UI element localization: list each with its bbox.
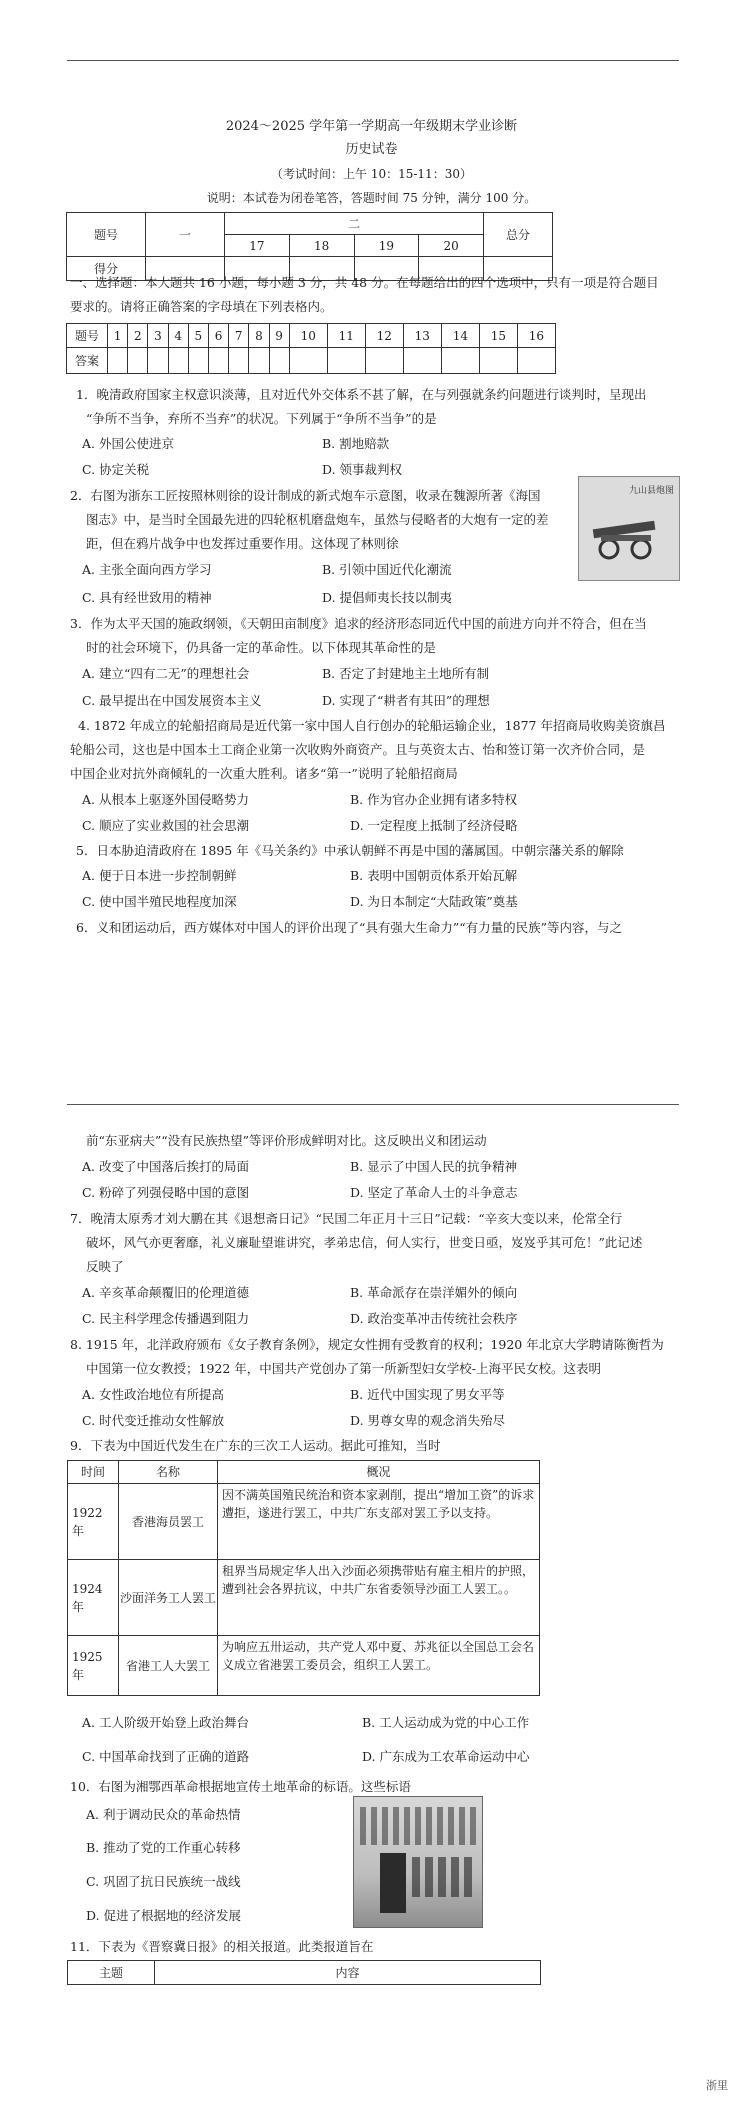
q5-option-c[interactable]: C. 使中国半殖民地程度加深	[82, 894, 237, 909]
answer-cell[interactable]	[289, 348, 327, 374]
answer-cell[interactable]	[269, 348, 289, 374]
answer-cell[interactable]	[229, 348, 249, 374]
answer-num: 8	[249, 324, 269, 348]
footer-watermark: 浙里	[706, 2079, 728, 2092]
answer-num: 3	[148, 324, 168, 348]
figure-caption: 九山县炮图	[628, 486, 674, 496]
q7-stem-line1: 7．晚清太原秀才刘大鹏在其《退想斋日记》“民国二年正月十三日”记载：“辛亥大变以来，伦常全行	[70, 1211, 623, 1226]
answer-cell[interactable]	[108, 348, 128, 374]
answer-num: 16	[517, 324, 555, 348]
q6-stem: 6．义和团运动后，西方媒体对中国人的评价出现了“具有强大生命力”“有力量的民族”等内容，与之	[76, 920, 623, 935]
q5-option-d[interactable]: D. 为日本制定“大陆政策”奠基	[350, 894, 518, 909]
photo-doorway	[380, 1853, 406, 1913]
q7-option-c[interactable]: C. 民主科学理念传播遇到阻力	[82, 1311, 250, 1326]
q9-option-c[interactable]: C. 中国革命找到了正确的道路	[82, 1749, 250, 1764]
q10-option-b[interactable]: B. 推动了党的工作重心转移	[86, 1840, 241, 1855]
q9-row-year: 1925 年	[68, 1636, 119, 1696]
answer-num: 2	[128, 324, 148, 348]
answer-cell[interactable]	[441, 348, 479, 374]
answer-cell[interactable]	[327, 348, 365, 374]
answer-num: 1	[108, 324, 128, 348]
q2-option-a[interactable]: A. 主张全面向西方学习	[82, 562, 212, 577]
q7-option-a[interactable]: A. 辛亥革命颠覆旧的伦理道德	[82, 1285, 249, 1300]
q1-option-c[interactable]: C. 协定关税	[82, 462, 150, 477]
q7-option-d[interactable]: D. 政治变革冲击传统社会秩序	[350, 1311, 518, 1326]
section1-intro-line2: 要求的。请将正确答案的字母填在下列表格内。	[70, 299, 333, 314]
q6-stem-cont: 前“东亚病夫”“没有民族热望”等评价形成鲜明对比。这反映出义和团运动	[86, 1133, 487, 1148]
q11-header-topic: 主题	[68, 1961, 155, 1985]
answer-label-ans: 答案	[67, 348, 108, 374]
answer-cell[interactable]	[208, 348, 228, 374]
q7-stem-line2: 破坏，风气亦更奢靡，礼义廉耻望谁讲究，孝弟忠信，何人实行，世变日亟，岌岌乎其可危！”此记述	[86, 1235, 643, 1250]
q11-stem: 11．下表为《晋察冀日报》的相关报道。此类报道旨在	[70, 1939, 374, 1954]
q4-option-d[interactable]: D. 一定程度上抵制了经济侵略	[350, 818, 518, 833]
q11-header-content: 内容	[155, 1961, 541, 1985]
q3-stem-line2: 时的社会环境下，仍具备一定的革命性。以下体现其革命性的是	[86, 640, 437, 655]
q11-table	[67, 1960, 541, 1985]
q1-stem-line2: “争所不当争，弃所不当弃”的状况。下列属于“争所不当争”的是	[86, 411, 437, 426]
score-table	[66, 212, 553, 281]
q7-stem-line3: 反映了	[86, 1259, 124, 1274]
q9-table	[67, 1460, 540, 1696]
q4-option-c[interactable]: C. 顺应了实业救国的社会思潮	[82, 818, 250, 833]
q10-option-c[interactable]: C. 巩固了抗日民族统一战线	[86, 1874, 241, 1889]
q2-option-d[interactable]: D. 提倡师夷长技以制夷	[322, 590, 453, 605]
answer-cell[interactable]	[148, 348, 168, 374]
section1-intro-line1: 一、选择题：本大题共 16 小题，每小题 3 分，共 48 分。在每题给出的四个选项中，只有一项是符合题目	[70, 275, 659, 290]
q9-stem: 9．下表为中国近代发生在广东的三次工人运动。据此可推知，当时	[70, 1438, 441, 1453]
answer-num: 5	[188, 324, 208, 348]
answer-num: 9	[269, 324, 289, 348]
q9-header-name: 名称	[119, 1461, 218, 1484]
q2-stem-line1: 2．右图为浙东工匠按照林则徐的设计制成的新式炮车示意图，收录在魏源所著《海国	[70, 488, 541, 503]
q8-option-c[interactable]: C. 时代变迁推动女性解放	[82, 1413, 225, 1428]
q5-option-a[interactable]: A. 便于日本进一步控制朝鲜	[82, 868, 237, 883]
answer-cell[interactable]	[403, 348, 441, 374]
q1-option-b[interactable]: B. 割地赔款	[322, 436, 390, 451]
exam-time: （考试时间：上午 10：15-11：30）	[271, 167, 472, 181]
answer-table	[66, 323, 556, 374]
answer-num: 13	[403, 324, 441, 348]
q3-stem-line1: 3．作为太平天国的施政纲领，《天朝田亩制度》追求的经济形态同近代中国的前进方向并不符合，但在当	[70, 616, 647, 631]
q7-option-b[interactable]: B. 革命派存在崇洋媚外的倾向	[350, 1285, 518, 1300]
q9-option-a[interactable]: A. 工人阶级开始登上政治舞台	[82, 1715, 249, 1730]
q3-option-b[interactable]: B. 否定了封建地主土地所有制	[322, 666, 490, 681]
cannon-icon	[579, 477, 679, 580]
q9-row-year: 1924 年	[68, 1560, 119, 1636]
q9-option-d[interactable]: D. 广东成为工农革命运动中心	[362, 1749, 530, 1764]
score-sub-19: 19	[354, 235, 419, 257]
answer-cell[interactable]	[249, 348, 269, 374]
answer-num: 4	[168, 324, 188, 348]
q8-stem-line2: 中国第一位女教授；1922 年，中国共产党创办了第一所新型妇女学校-上海平民女校。这表明	[86, 1361, 602, 1376]
exam-note: 说明：本试卷为闭卷笔答，答题时间 75 分钟，满分 100 分。	[206, 191, 537, 205]
q10-stem: 10．右图为湘鄂西革命根据地宣传土地革命的标语。这些标语	[70, 1779, 411, 1794]
q4-option-b[interactable]: B. 作为官办企业拥有诸多特权	[350, 792, 518, 807]
q2-option-b[interactable]: B. 引领中国近代化潮流	[322, 562, 452, 577]
exam-title: 2024～2025 学年第一学期高一年级期末学业诊断	[225, 119, 518, 134]
answer-cell[interactable]	[479, 348, 517, 374]
q6-option-c[interactable]: C. 粉碎了列强侵略中国的意图	[82, 1185, 250, 1200]
answer-cell[interactable]	[365, 348, 403, 374]
q9-row-name: 香港海员罢工	[119, 1484, 218, 1560]
q1-option-d[interactable]: D. 领事裁判权	[322, 462, 403, 477]
q9-row-desc: 租界当局规定华人出入沙面必须携带贴有雇主相片的护照，遭到社会各界抗议，中共广东省委领导沙面工人罢工。。	[218, 1560, 540, 1636]
page-break-rule	[67, 1104, 679, 1105]
page-top-rule	[67, 60, 679, 61]
q2-stem-line2: 图志》中，是当时全国最先进的四轮枢机磨盘炮车，虽然与侵略者的大炮有一定的差	[86, 512, 549, 527]
q4-stem-line2: 轮船公司，这也是中国本土工商企业第一次收购外商资产。且与英资太古、怡和签订第一次齐价合同，是	[70, 742, 646, 757]
q8-option-d[interactable]: D. 男尊女卑的观念消失殆尽	[350, 1413, 506, 1428]
q8-option-b[interactable]: B. 近代中国实现了男女平等	[350, 1387, 505, 1402]
q5-option-b[interactable]: B. 表明中国朝贡体系开始瓦解	[350, 868, 518, 883]
answer-num: 12	[365, 324, 403, 348]
q3-option-d[interactable]: D. 实现了“耕者有其田”的理想	[322, 693, 490, 708]
answer-label-num: 题号	[67, 324, 108, 348]
answer-num: 15	[479, 324, 517, 348]
q1-option-a[interactable]: A. 外国公使进京	[82, 436, 174, 451]
answer-cell[interactable]	[517, 348, 555, 374]
q9-row-name: 省港工人大罢工	[119, 1636, 218, 1696]
q1-stem-line1: 1．晚清政府国家主权意识淡薄，且对近代外交体系不甚了解，在与列强就条约问题进行谈判时，呈现出	[76, 387, 647, 402]
q9-row-desc: 因不满英国殖民统治和资本家剥削，提出“增加工资”的诉求遭拒，遂进行罢工，中共广东支部对罢工予以支持。	[218, 1484, 540, 1560]
q3-option-a[interactable]: A. 建立“四有二无”的理想社会	[82, 666, 250, 681]
score-total: 总分	[484, 213, 553, 257]
score-sub-18: 18	[289, 235, 354, 257]
answer-num: 14	[441, 324, 479, 348]
q9-option-b[interactable]: B. 工人运动成为党的中心工作	[362, 1715, 530, 1730]
photo-slogan-strokes	[412, 1857, 476, 1897]
answer-num: 11	[327, 324, 365, 348]
answer-cell[interactable]	[188, 348, 208, 374]
q5-stem: 5．日本胁迫清政府在 1895 年《马关条约》中承认朝鲜不再是中国的藩属国。中朝宗藩关系的解除	[76, 843, 624, 858]
q6-option-a[interactable]: A. 改变了中国落后挨打的局面	[82, 1159, 249, 1174]
exam-subject: 历史试卷	[345, 142, 398, 157]
q6-option-b[interactable]: B. 显示了中国人民的抗争精神	[350, 1159, 518, 1174]
answer-num: 10	[289, 324, 327, 348]
q9-row-name: 沙面洋务工人罢工	[119, 1560, 218, 1636]
score-col-1: 一	[146, 213, 225, 257]
q9-header-time: 时间	[68, 1461, 119, 1484]
q3-option-c[interactable]: C. 最早提出在中国发展资本主义	[82, 693, 262, 708]
q10-option-d[interactable]: D. 促进了根据地的经济发展	[86, 1908, 242, 1923]
score-col-2: 二	[225, 213, 484, 235]
answer-num: 6	[208, 324, 228, 348]
score-label-score: 得分	[67, 257, 146, 281]
q8-option-a[interactable]: A. 女性政治地位有所提高	[82, 1387, 224, 1402]
q2-stem-line3: 距，但在鸦片战争中也发挥过重要作用。这体现了林则徐	[86, 536, 399, 551]
answer-cell[interactable]	[128, 348, 148, 374]
answer-cell[interactable]	[168, 348, 188, 374]
answer-num: 7	[229, 324, 249, 348]
q6-option-d[interactable]: D. 坚定了革命人士的斗争意志	[350, 1185, 518, 1200]
q8-stem-line1: 8. 1915 年，北洋政府颁布《女子教育条例》，规定女性拥有受教育的权利；1920 年北京大学聘请陈衡哲为	[70, 1337, 664, 1352]
q9-row-desc: 为响应五卅运动，共产党人邓中夏、苏兆征以全国总工会名义成立省港罢工委员会，组织工人罢工。	[218, 1636, 540, 1696]
q10-option-a[interactable]: A. 利于调动民众的革命热情	[86, 1807, 241, 1822]
score-sub-17: 17	[225, 235, 290, 257]
slogan-photo	[353, 1796, 483, 1928]
photo-slogan-strokes	[360, 1807, 476, 1845]
q9-row-year: 1922 年	[68, 1484, 119, 1560]
cannon-cart-figure	[578, 476, 680, 581]
q2-option-c[interactable]: C. 具有经世致用的精神	[82, 590, 212, 605]
q4-option-a[interactable]: A. 从根本上驱逐外国侵略势力	[82, 792, 249, 807]
q9-header-desc: 概况	[218, 1461, 540, 1484]
score-label-num: 题号	[67, 213, 146, 257]
q4-stem-line1: 4. 1872 年成立的轮船招商局是近代第一家中国人自行创办的轮船运输企业，1877 年招商局收购美资旗昌	[78, 718, 666, 733]
q4-stem-line3: 中国企业对抗外商倾轧的一次重大胜利。诸多“第一”说明了轮船招商局	[70, 766, 458, 781]
score-sub-20: 20	[419, 235, 484, 257]
